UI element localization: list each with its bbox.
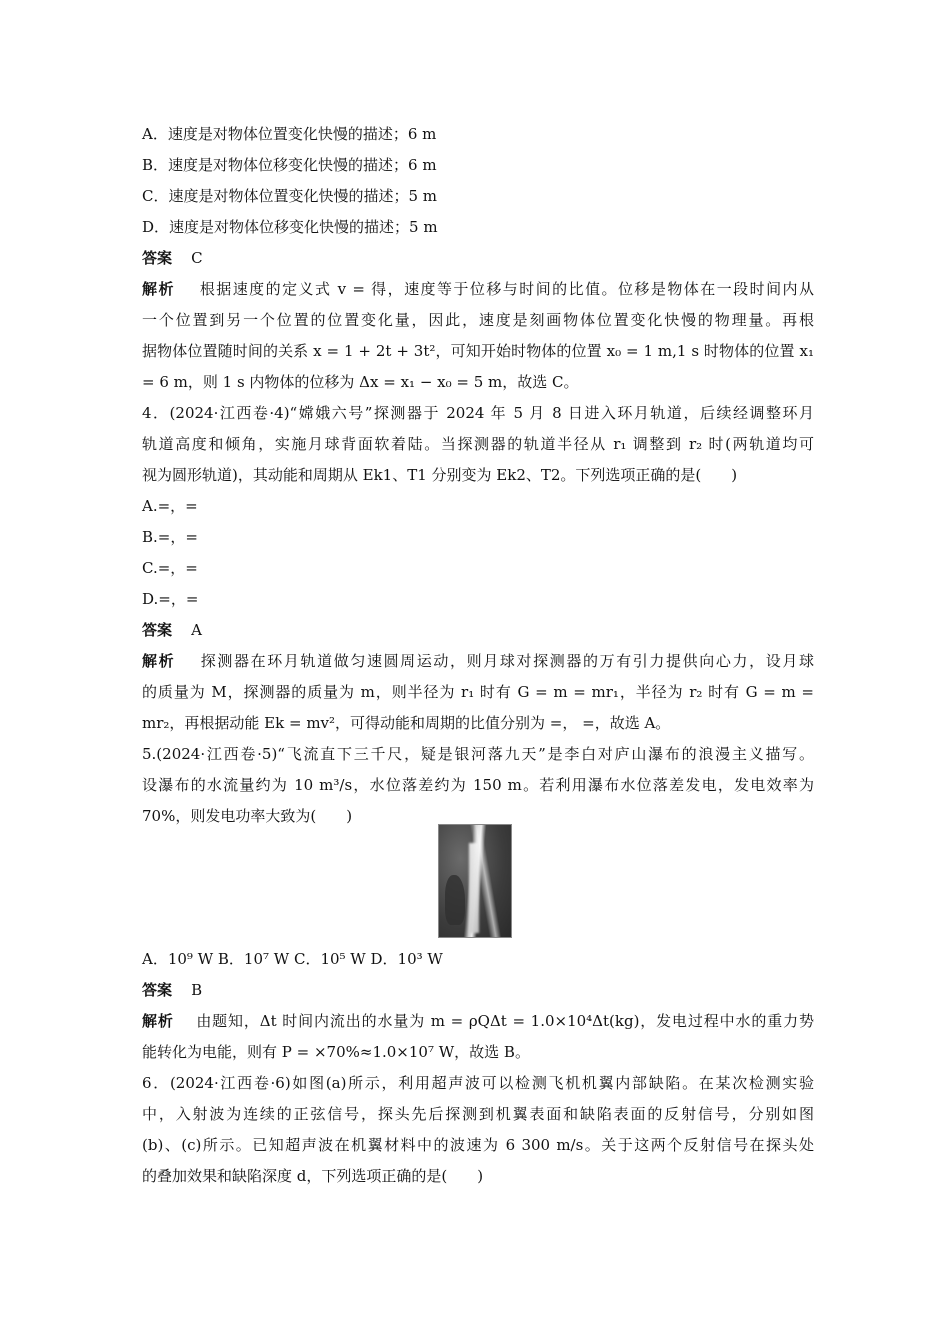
q5-answer-line: [142, 980, 202, 1000]
analysis-label: 解析: [142, 652, 176, 670]
q4-analysis-line-1: 解析 探测器在环月轨道做匀速圆周运动，则月球对探测器的万有引力提供向心力，设月球: [142, 652, 814, 670]
q4-answer: A: [191, 621, 202, 639]
q3-analysis-line-4: = 6 m，则 1 s 内物体的位移为 Δx = x₁ − x₀ = 5 m，故选 C。: [142, 373, 579, 391]
q4-stem-line-3: 视为圆形轨道)，其动能和周期从 Ek1、T1 分别变为 Ek2、T2。下列选项正确的是( ): [142, 466, 738, 484]
q4-stem-line-2: 轨道高度和倾角，实施月球背面软着陆。当探测器的轨道半径从 r₁ 调整到 r₂ 时(两轨道均可: [142, 435, 814, 453]
q3-option-a: A．速度是对物体位置变化快慢的描述；6 m: [142, 125, 437, 143]
q6-stem-line-1: 6．(2024·江西卷·6)如图(a)所示，利用超声波可以检测飞机机翼内部缺陷。在某次检测实验: [142, 1074, 814, 1092]
q3-option-c: C．速度是对物体位置变化快慢的描述；5 m: [142, 187, 438, 205]
q3-option-b: B．速度是对物体位移变化快慢的描述；6 m: [142, 156, 437, 174]
q5-analysis-line-2: 能转化为电能，则有 P = ×70%≈1.0×10⁷ W，故选 B。: [142, 1043, 530, 1061]
q3-answer: C: [191, 249, 203, 267]
q4-option-d: D.=，=: [142, 590, 199, 608]
q4-option-c: C.=，=: [142, 559, 198, 577]
answer-label: 答案: [142, 621, 173, 639]
q5-analysis-line-1: 解析 由题知，Δt 时间内流出的水量为 m = ρQΔt = 1.0×10⁴Δt(kg)，发电过程中水的重力势: [142, 1012, 814, 1030]
q4-answer-line: [142, 620, 202, 640]
q6-stem-line-4: 的叠加效果和缺陷深度 d，下列选项正确的是( ): [142, 1167, 484, 1185]
q3-answer-line: [142, 248, 203, 268]
q5-stem-line-2: 设瀑布的水流量约为 10 m³/s，水位落差约为 150 m。若利用瀑布水位落差发电，发电效率为: [142, 776, 814, 794]
q3-analysis-line-3: 据物体位置随时间的关系 x = 1 + 2t + 3t²，可知开始时物体的位置 x₀ = 1 m,1 s 时物体的位置 x₁: [142, 342, 814, 360]
q3-analysis-line-1: 解析 根据速度的定义式 v = 得，速度等于位移与时间的比值。位移是物体在一段时间内从: [142, 280, 814, 298]
q4-stem-line-1: 4．(2024·江西卷·4)“嫦娥六号”探测器于 2024 年 5 月 8 日进入环月轨道，后续经调整环月: [142, 404, 814, 422]
q4-analysis-line-3: mr₂，再根据动能 Ek = mv²，可得动能和周期的比值分别为 =， =，故选 A。: [142, 714, 671, 732]
q5-stem-line-3: 70%，则发电功率大致为( ): [142, 807, 353, 825]
q5-options: A．10⁹ W B．10⁷ W C．10⁵ W D．10³ W: [142, 950, 443, 968]
q5-answer: B: [191, 981, 203, 999]
q6-stem-line-3: (b)、(c)所示。已知超声波在机翼材料中的波速为 6 300 m/s。关于这两个反射信号在探头处: [142, 1136, 814, 1154]
rock-shape: [445, 875, 465, 925]
analysis-label: 解析: [142, 1012, 174, 1030]
q3-option-d: D．速度是对物体位移变化快慢的描述；5 m: [142, 218, 438, 236]
answer-label: 答案: [142, 981, 173, 999]
q5-stem-line-1: 5.(2024·江西卷·5)“飞流直下三千尺，疑是银河落九天”是李白对庐山瀑布的浪漫主义描写。: [142, 745, 814, 763]
q6-stem-line-2: 中，入射波为连续的正弦信号，探头先后探测到机翼表面和缺陷表面的反射信号，分别如图: [142, 1105, 814, 1123]
analysis-label: 解析: [142, 280, 175, 298]
waterfall-photo: [438, 824, 512, 938]
waterfall-stream: [469, 843, 479, 933]
q3-analysis-line-2: 一个位置到另一个位置的位置变化量，因此，速度是刻画物体位置变化快慢的物理量。再根: [142, 311, 814, 329]
q4-option-b: B.=，=: [142, 528, 198, 546]
answer-label: 答案: [142, 249, 173, 267]
q4-option-a: A.=，=: [142, 497, 198, 515]
q4-analysis-line-2: 的质量为 M，探测器的质量为 m，则半径为 r₁ 时有 G = m = mr₁，半径为 r₂ 时有 G = m =: [142, 683, 814, 701]
